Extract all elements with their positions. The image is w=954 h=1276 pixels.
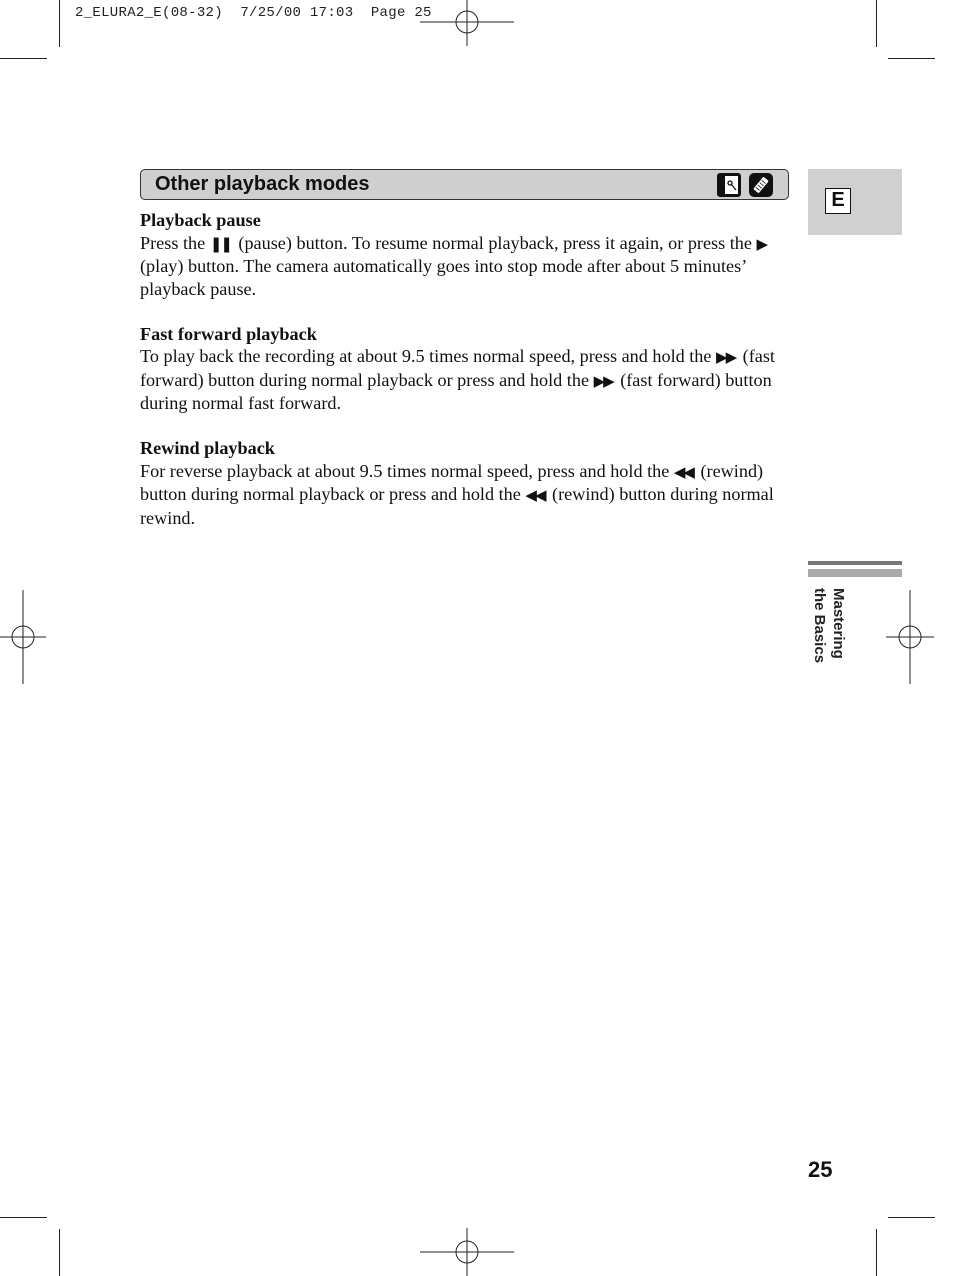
section-paragraph (140, 345, 790, 415)
text-run: (rewind) button during normal playback or press and hold the (140, 460, 764, 504)
crop-mark (876, 1229, 877, 1276)
chapter-label-line: Mastering (830, 588, 847, 659)
registration-mark-bottom (420, 1228, 516, 1276)
section-heading: Fast forward playback (140, 323, 317, 344)
camera-mode-icon (717, 173, 741, 197)
pause-icon: ❚❚ (209, 234, 231, 253)
registration-mark-right (886, 590, 934, 686)
text-run: (rewind) button during normal rewind. (140, 484, 774, 528)
fast-forward-icon: ▶▶ (593, 371, 613, 390)
rewind-icon: ◀◀ (673, 462, 693, 481)
text-run: (play) button. The camera automatically goes into stop mode after about 5 minutes’ playback pause. (140, 256, 746, 299)
section-playback-pause (140, 209, 790, 300)
crop-mark (888, 1217, 935, 1218)
text-run: (pause) button. To resume normal playback, press it again, or press the (233, 232, 757, 253)
section-title: Other playback modes (155, 173, 370, 195)
crop-mark (888, 58, 935, 59)
chapter-label-line: the Basics (811, 588, 828, 664)
text-run: (fast forward) button during normal playback or press and hold the (140, 346, 775, 390)
crop-mark (876, 0, 877, 47)
crop-mark (59, 0, 60, 47)
language-label: E (825, 188, 851, 214)
play-icon: ▶ (756, 234, 767, 253)
text-run: (fast forward) button during normal fast forward. (140, 369, 772, 413)
content-body (140, 209, 790, 552)
section-rewind (140, 437, 790, 529)
rewind-icon: ◀◀ (525, 486, 545, 504)
side-tab-rule (808, 561, 902, 565)
print-slug: 2_ELURA2_E(08-32) 7/25/00 17:03 Page 25 (75, 5, 432, 21)
registration-mark-top (420, 0, 516, 48)
crop-mark (0, 1217, 47, 1218)
section-heading: Rewind playback (140, 438, 275, 458)
section-header-bar (140, 169, 789, 200)
crop-mark (0, 58, 47, 59)
side-tab-rule (808, 569, 902, 577)
section-fast-forward (140, 323, 790, 415)
section-paragraph (140, 232, 790, 301)
text-run: For reverse playback at about 9.5 times normal speed, press and hold the (140, 460, 674, 481)
registration-mark-left (0, 590, 48, 686)
section-heading: Playback pause (140, 210, 261, 230)
page-number: 25 (808, 1157, 833, 1182)
fast-forward-icon: ▶▶ (716, 348, 736, 366)
crop-mark (59, 1229, 60, 1276)
chapter-label (810, 588, 848, 663)
text-run: Press the (140, 232, 210, 253)
remote-control-icon (749, 173, 773, 197)
language-tab (808, 169, 902, 235)
chapter-side-tab (800, 588, 860, 688)
section-paragraph (140, 460, 790, 530)
text-run: To play back the recording at about 9.5 times normal speed, press and hold the (140, 346, 717, 366)
